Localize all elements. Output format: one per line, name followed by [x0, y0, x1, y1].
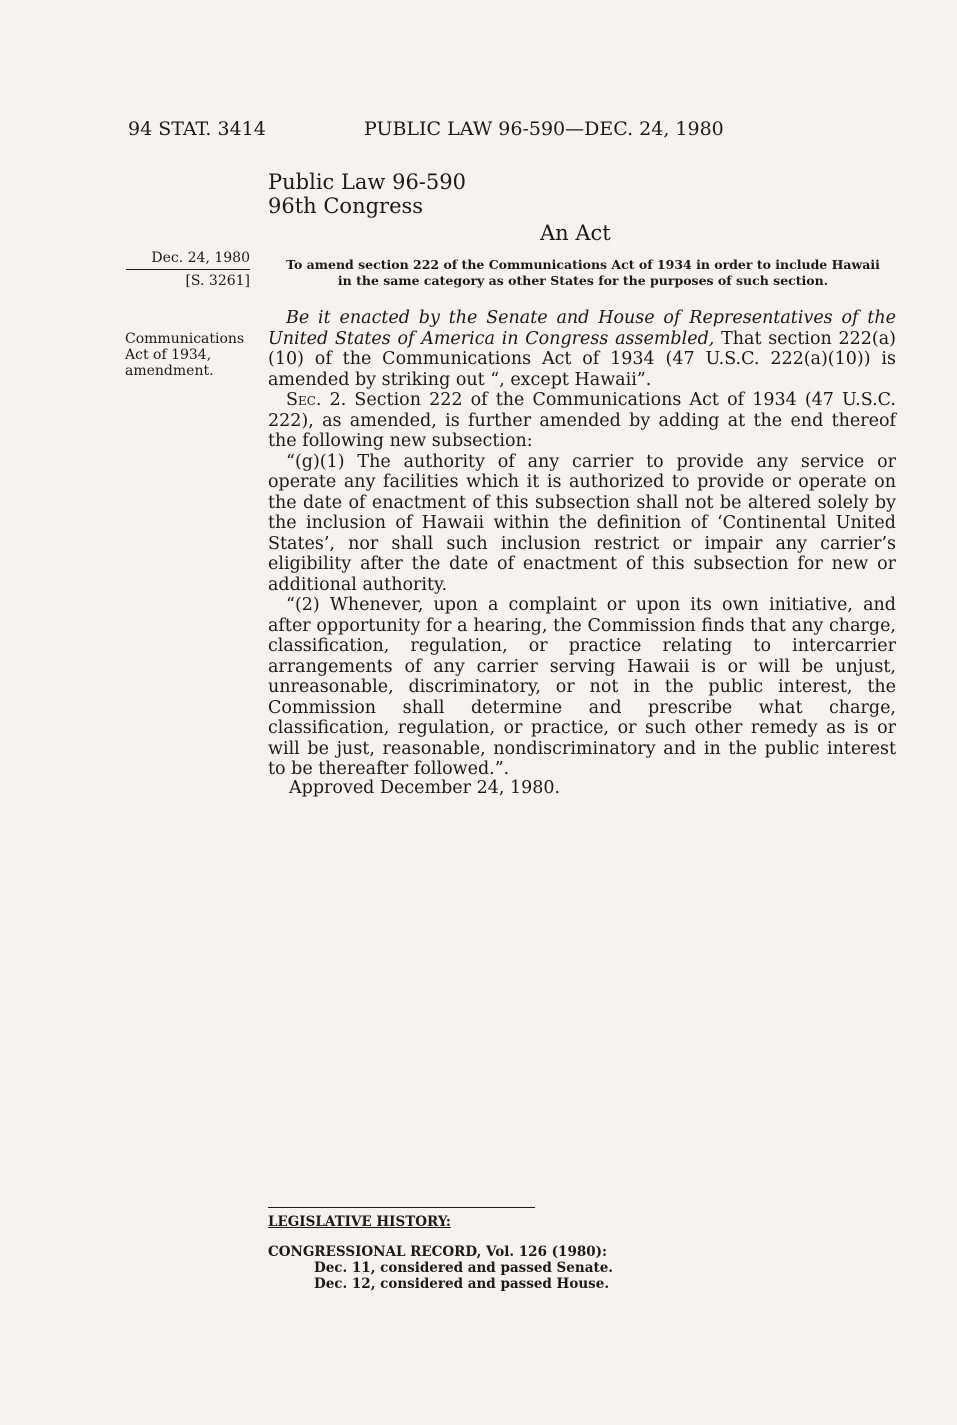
margin-bill-number: [S. 3261] [126, 269, 250, 289]
margin-subject-note [125, 331, 255, 379]
history-entry: Dec. 12, considered and passed House. [314, 1276, 610, 1292]
subsection-g1: “(g)(1) The authority of any carrier to provide any service or operate any facilities which it is authorized to provide or operate on the date of enactment of this subsection shall not be altered solely by the inclusion of Hawaii within the definition of ‘Continental United States’, nor shall such inclusion restrict or impair any carrier’s eligibility after the date of enactment of this subsection for new or additional authority. [268, 451, 896, 595]
congress-label: 96th Congress [268, 194, 424, 218]
subsection-g2: “(2) Whenever, upon a complaint or upon its own initiative, and after opportunity for a hearing, the Commission finds that any charge, classification, regulation, or practice relating to intercarrier arrangements of any carrier serving Hawaii is or will be unjust, unreasonable, discriminatory, or not in the public interest, the Commission shall determine and prescribe what charge, classification, regulation, or practice, or such other remedy as is or will be just, reasonable, nondiscriminatory and in the public interest to be thereafter followed.”. [268, 595, 896, 779]
law-title: Public Law 96-590 [268, 170, 466, 194]
margin-date: Dec. 24, 1980 [151, 250, 250, 266]
section-1 [268, 308, 896, 390]
purpose-line-1: To amend section 222 of the Communications Act of 1934 in order to include Hawaii [286, 257, 880, 272]
legislative-history-title: LEGISLATIVE HISTORY: [268, 1214, 451, 1230]
running-title: PUBLIC LAW 96-590—DEC. 24, 1980 [364, 118, 724, 140]
approval-date: Approved December 24, 1980. [289, 778, 561, 798]
history-entry: Dec. 11, considered and passed Senate. [314, 1260, 613, 1276]
act-heading: An Act [540, 221, 611, 245]
act-purpose [268, 257, 898, 289]
margin-subject-line-2: Act of 1934, [125, 347, 212, 363]
stat-reference: 94 STAT. 3414 [128, 118, 266, 140]
section-2-label: Sec. [286, 390, 322, 410]
margin-subject-line-3: amendment. [125, 363, 214, 379]
legislative-history-rule [268, 1207, 535, 1208]
section-2 [268, 390, 896, 452]
section-2-text: 2. Section 222 of the Communications Act of 1934 (47 U.S.C. 222), as amended, is further amended by adding at the end thereof the following new subsection: [268, 390, 896, 451]
section-1-text: That section 222(a)(10) of the Communications Act of 1934 (47 U.S.C. 222(a)(10)) is amended by striking out “, except Hawaii”. [268, 328, 896, 390]
margin-subject-line-1: Communications [125, 331, 245, 347]
legislative-history [268, 1244, 613, 1292]
enacting-clause: Be it enacted by the Senate and House of Representatives of the United States of America in Congress assembled, [268, 308, 896, 349]
congressional-record: CONGRESSIONAL RECORD, Vol. 126 (1980): [268, 1244, 608, 1260]
act-body [268, 308, 896, 780]
purpose-line-2: in the same category as other States for the purposes of such section. [337, 273, 829, 288]
